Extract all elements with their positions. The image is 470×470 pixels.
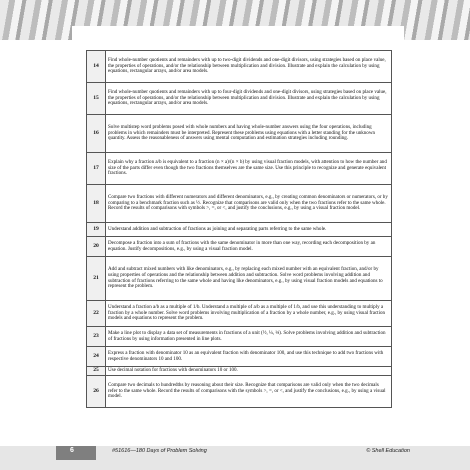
- standard-text: Express a fraction with denominator 10 as an equivalent fraction with denominator 100, and use this technique to add two fractions with respective denominators 10 and 100.: [106, 347, 392, 367]
- table-row: [87, 347, 392, 367]
- standard-text: Compare two decimals to hundredths by reasoning about their size. Recognize that comparisons are valid only when the two decimals refer to the same whole. Record the results of comparisons with the symbols >, =, or <, and justify the conclusions, e.g., by using a visual model.: [106, 376, 392, 408]
- standard-number: 24: [87, 347, 106, 367]
- standards-table: [86, 50, 392, 408]
- standard-number: 20: [87, 237, 106, 257]
- table-row: [87, 327, 392, 347]
- publisher: © Shell Education: [366, 448, 410, 454]
- standard-number: 26: [87, 376, 106, 408]
- standard-number: 17: [87, 153, 106, 185]
- standard-text: Understand a fraction a/b as a multiple of 1/b. Understand a multiple of a/b as a multiple of 1/b, and use this understanding to multiply a fraction by a whole number. Solve word problems involving multiplication of a fraction by a whole number, e.g., by using visual fraction models and equations to represent the problem.: [106, 301, 392, 327]
- book-title: #51616—180 Days of Problem Solving: [112, 448, 207, 454]
- standard-text: Compare two fractions with different numerators and different denominators, e.g., by creating common denominators or numerators, or by comparing to a benchmark fraction such as ½. Recognize that comparisons are valid only when the two fractions refer to the same whole. Record the results of comparisons with symbols >, =, or <, and justify the conclusions, e.g., by using a visual fraction model.: [106, 185, 392, 223]
- standard-text: Use decimal notation for fractions with denominators 10 or 100.: [106, 367, 392, 376]
- standard-number: 15: [87, 83, 106, 115]
- table-row: [87, 115, 392, 153]
- standard-number: 21: [87, 257, 106, 301]
- standard-number: 18: [87, 185, 106, 223]
- standard-number: 25: [87, 367, 106, 376]
- standard-number: 23: [87, 327, 106, 347]
- page-number: 6: [70, 447, 74, 454]
- table-row: [87, 376, 392, 408]
- table-row: [87, 257, 392, 301]
- standard-text: Find whole-number quotients and remainders with up to two-digit dividends and one-digit divisors, using strategies based on place value, the properties of operations, and/or the relationship between multiplication and division. Illustrate and explain the calculation by using equations, rectangular arrays, and/or area models.: [106, 51, 392, 83]
- table-row: [87, 223, 392, 237]
- standard-number: 22: [87, 301, 106, 327]
- standard-text: Solve multistep word problems posed with whole numbers and having whole-number answers using the four operations, including problems in which remainders must be interpreted. Represent these problems using equations with a letter standing for the unknown quantity. Assess the reasonableness of answers using mental computation and estimation strategies including rounding.: [106, 115, 392, 153]
- standard-number: 14: [87, 51, 106, 83]
- page-number-tab: [56, 446, 96, 460]
- standard-text: Make a line plot to display a data set of measurements in fractions of a unit (½, ¼, ⅛). Solve problems involving addition and subtraction of fractions by using information presented in line plots.: [106, 327, 392, 347]
- table-row: [87, 51, 392, 83]
- table-row: [87, 301, 392, 327]
- table-row: [87, 185, 392, 223]
- table-row: [87, 153, 392, 185]
- table-row: [87, 83, 392, 115]
- table-row: [87, 237, 392, 257]
- standard-text: Find whole-number quotients and remainders with up to four-digit dividends and one-digit divisors, using strategies based on place value, the properties of operations, and/or the relationship between multiplication and division. Illustrate and explain the calculation by using equations, rectangular arrays, and/or area models.: [106, 83, 392, 115]
- standard-text: Explain why a fraction a/b is equivalent to a fraction (n × a)/(n × b) by using visual fraction models, with attention to how the number and size of the parts differ even though the two fractions themselves are the same size. Use this principle to recognize and generate equivalent fractions.: [106, 153, 392, 185]
- table-row: [87, 367, 392, 376]
- standard-text: Add and subtract mixed numbers with like denominators, e.g., by replacing each mixed number with an equivalent fraction, and/or by using properties of operations and the relationship between addition and subtraction. Solve word problems involving addition and subtraction of fractions referring to the same whole and having like denominators, e.g., by using visual fraction models and equations to represent the problem.: [106, 257, 392, 301]
- standard-text: Decompose a fraction into a sum of fractions with the same denominator in more than one way, recording each decomposition by an equation. Justify decompositions, e.g., by using a visual fraction model.: [106, 237, 392, 257]
- standard-number: 16: [87, 115, 106, 153]
- standard-number: 19: [87, 223, 106, 237]
- standard-text: Understand addition and subtraction of fractions as joining and separating parts referring to the same whole.: [106, 223, 392, 237]
